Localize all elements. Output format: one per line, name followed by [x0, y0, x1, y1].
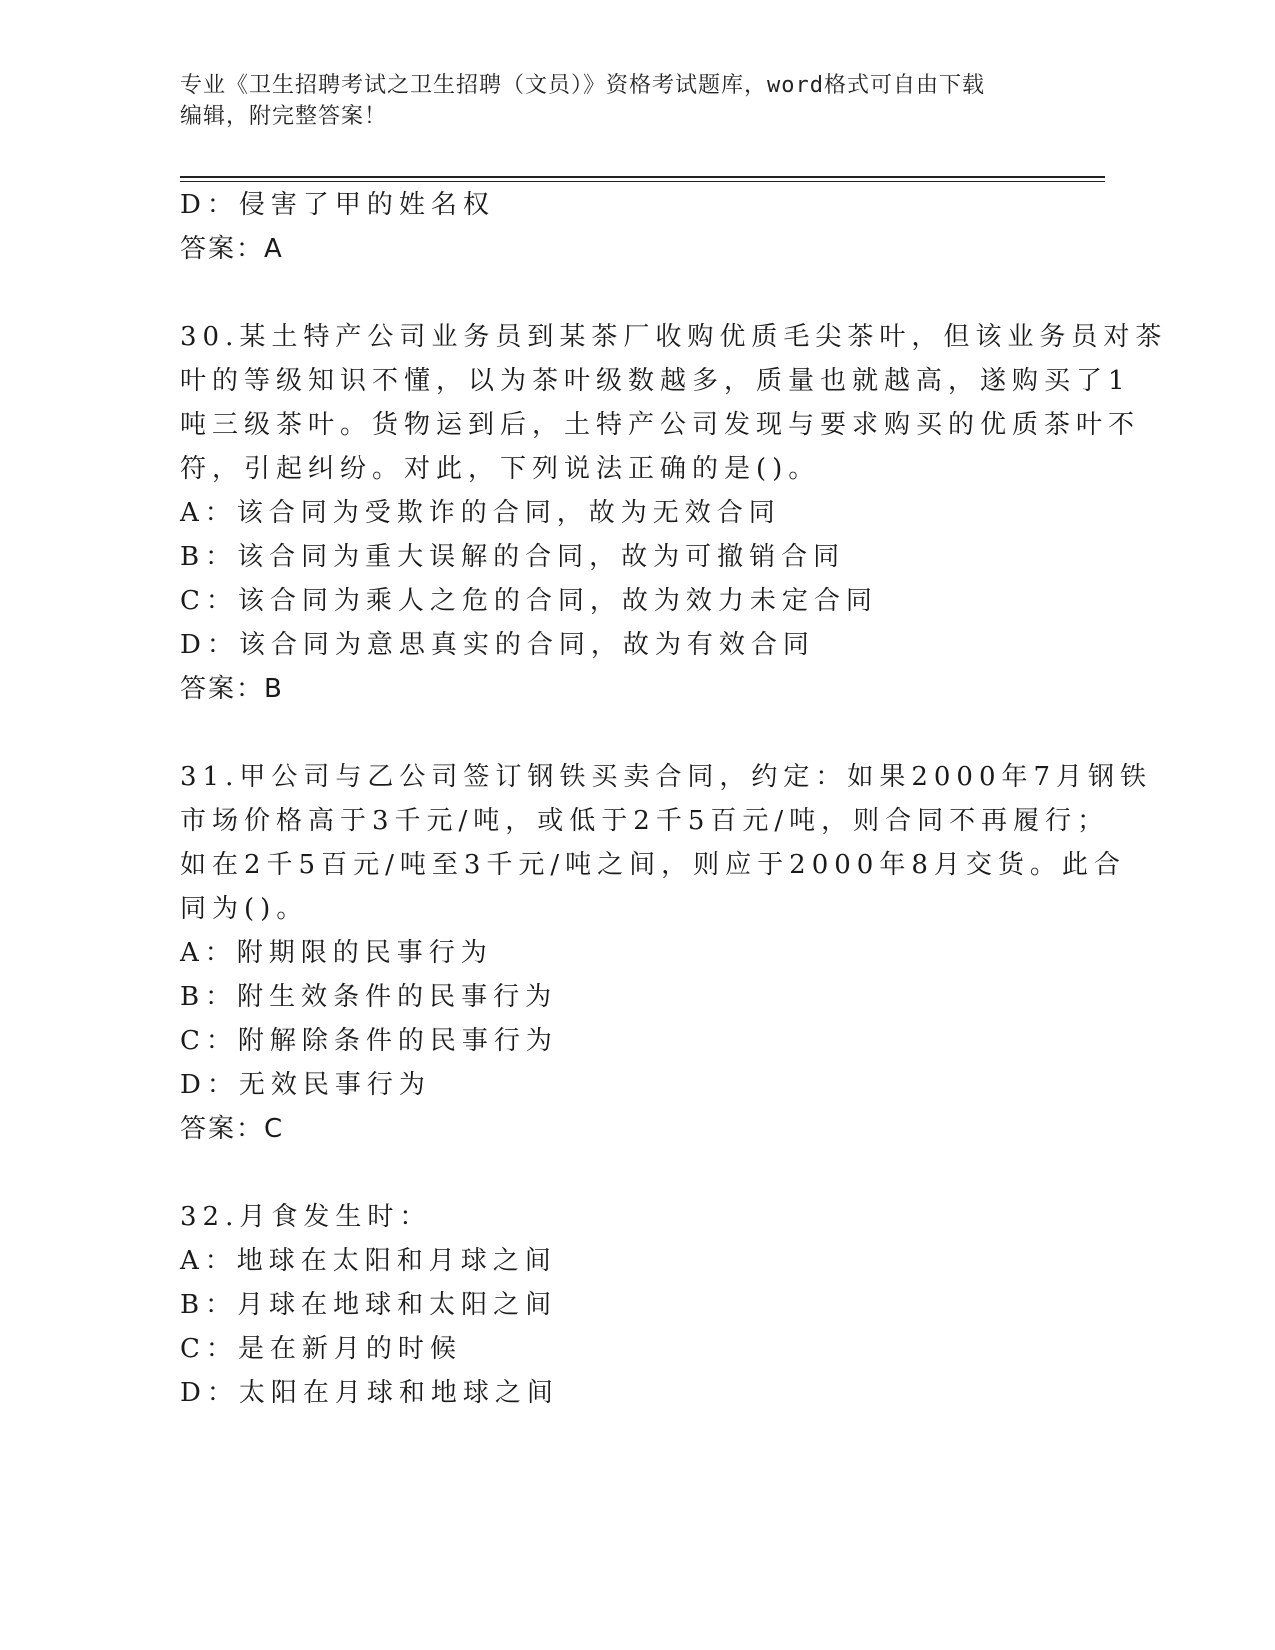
spacer — [180, 711, 1080, 755]
header-divider — [180, 176, 1105, 182]
question-30 — [180, 315, 1168, 711]
option-c: C：附解除条件的民事行为 — [180, 1026, 558, 1056]
option-b: B：月球在地球和太阳之间 — [180, 1290, 558, 1320]
option-a: A：该合同为受欺诈的合同，故为无效合同 — [180, 498, 781, 528]
answer-label: 答案：C — [180, 1114, 285, 1144]
question-stem-line: 如在2千5百元/吨至3千元/吨之间，则应于2000年8月交货。此合 — [180, 850, 1126, 880]
option-d: D：该合同为意思真实的合同，故为有效合同 — [180, 630, 815, 660]
question-stem-line: 叶的等级知识不懂，以为茶叶级数越多，质量也就越高，遂购买了1 — [180, 366, 1131, 396]
option-a: A：附期限的民事行为 — [180, 938, 493, 968]
option-b: B：该合同为重大误解的合同，故为可撤销合同 — [180, 542, 846, 572]
option-c: C：该合同为乘人之危的合同，故为效力未定合同 — [180, 586, 878, 616]
question-stem-line: 符，引起纠纷。对此，下列说法正确的是()。 — [180, 454, 821, 484]
option-b: B：附生效条件的民事行为 — [180, 982, 558, 1012]
option-a: A：地球在太阳和月球之间 — [180, 1246, 557, 1276]
spacer — [180, 271, 1080, 315]
option-d: D：无效民事行为 — [180, 1070, 431, 1100]
answer-label: 答案：B — [180, 674, 284, 704]
question-stem-line: 市场价格高于3千元/吨，或低于2千5百元/吨，则合同不再履行； — [180, 806, 1110, 836]
previous-question-tail — [180, 183, 1080, 271]
option-c: C：是在新月的时候 — [180, 1334, 462, 1364]
question-stem-line: 31.甲公司与乙公司签订钢铁买卖合同，约定：如果2000年7月钢铁 — [180, 762, 1153, 792]
document-body — [180, 183, 1168, 1415]
question-31 — [180, 755, 1153, 1151]
question-stem-line: 吨三级茶叶。货物运到后，土特产公司发现与要求购买的优质茶叶不 — [180, 410, 1141, 440]
spacer — [180, 1151, 1080, 1195]
question-32 — [180, 1195, 1080, 1415]
option-d: D：太阳在月球和地球之间 — [180, 1378, 559, 1408]
answer-label: 答案：A — [180, 234, 284, 264]
header-line-2: 编辑，附完整答案！ — [180, 104, 388, 129]
header-line-1: 专业《卫生招聘考试之卫生招聘（文员）》资格考试题库，word格式可自由下载 — [180, 73, 985, 98]
question-stem-line: 同为()。 — [180, 894, 309, 924]
question-stem-line: 32.月食发生时： — [180, 1202, 432, 1232]
option-d: D：侵害了甲的姓名权 — [180, 190, 495, 220]
document-header — [180, 70, 1060, 132]
question-stem-line: 30.某土特产公司业务员到某茶厂收购优质毛尖茶叶，但该业务员对茶 — [180, 322, 1168, 352]
